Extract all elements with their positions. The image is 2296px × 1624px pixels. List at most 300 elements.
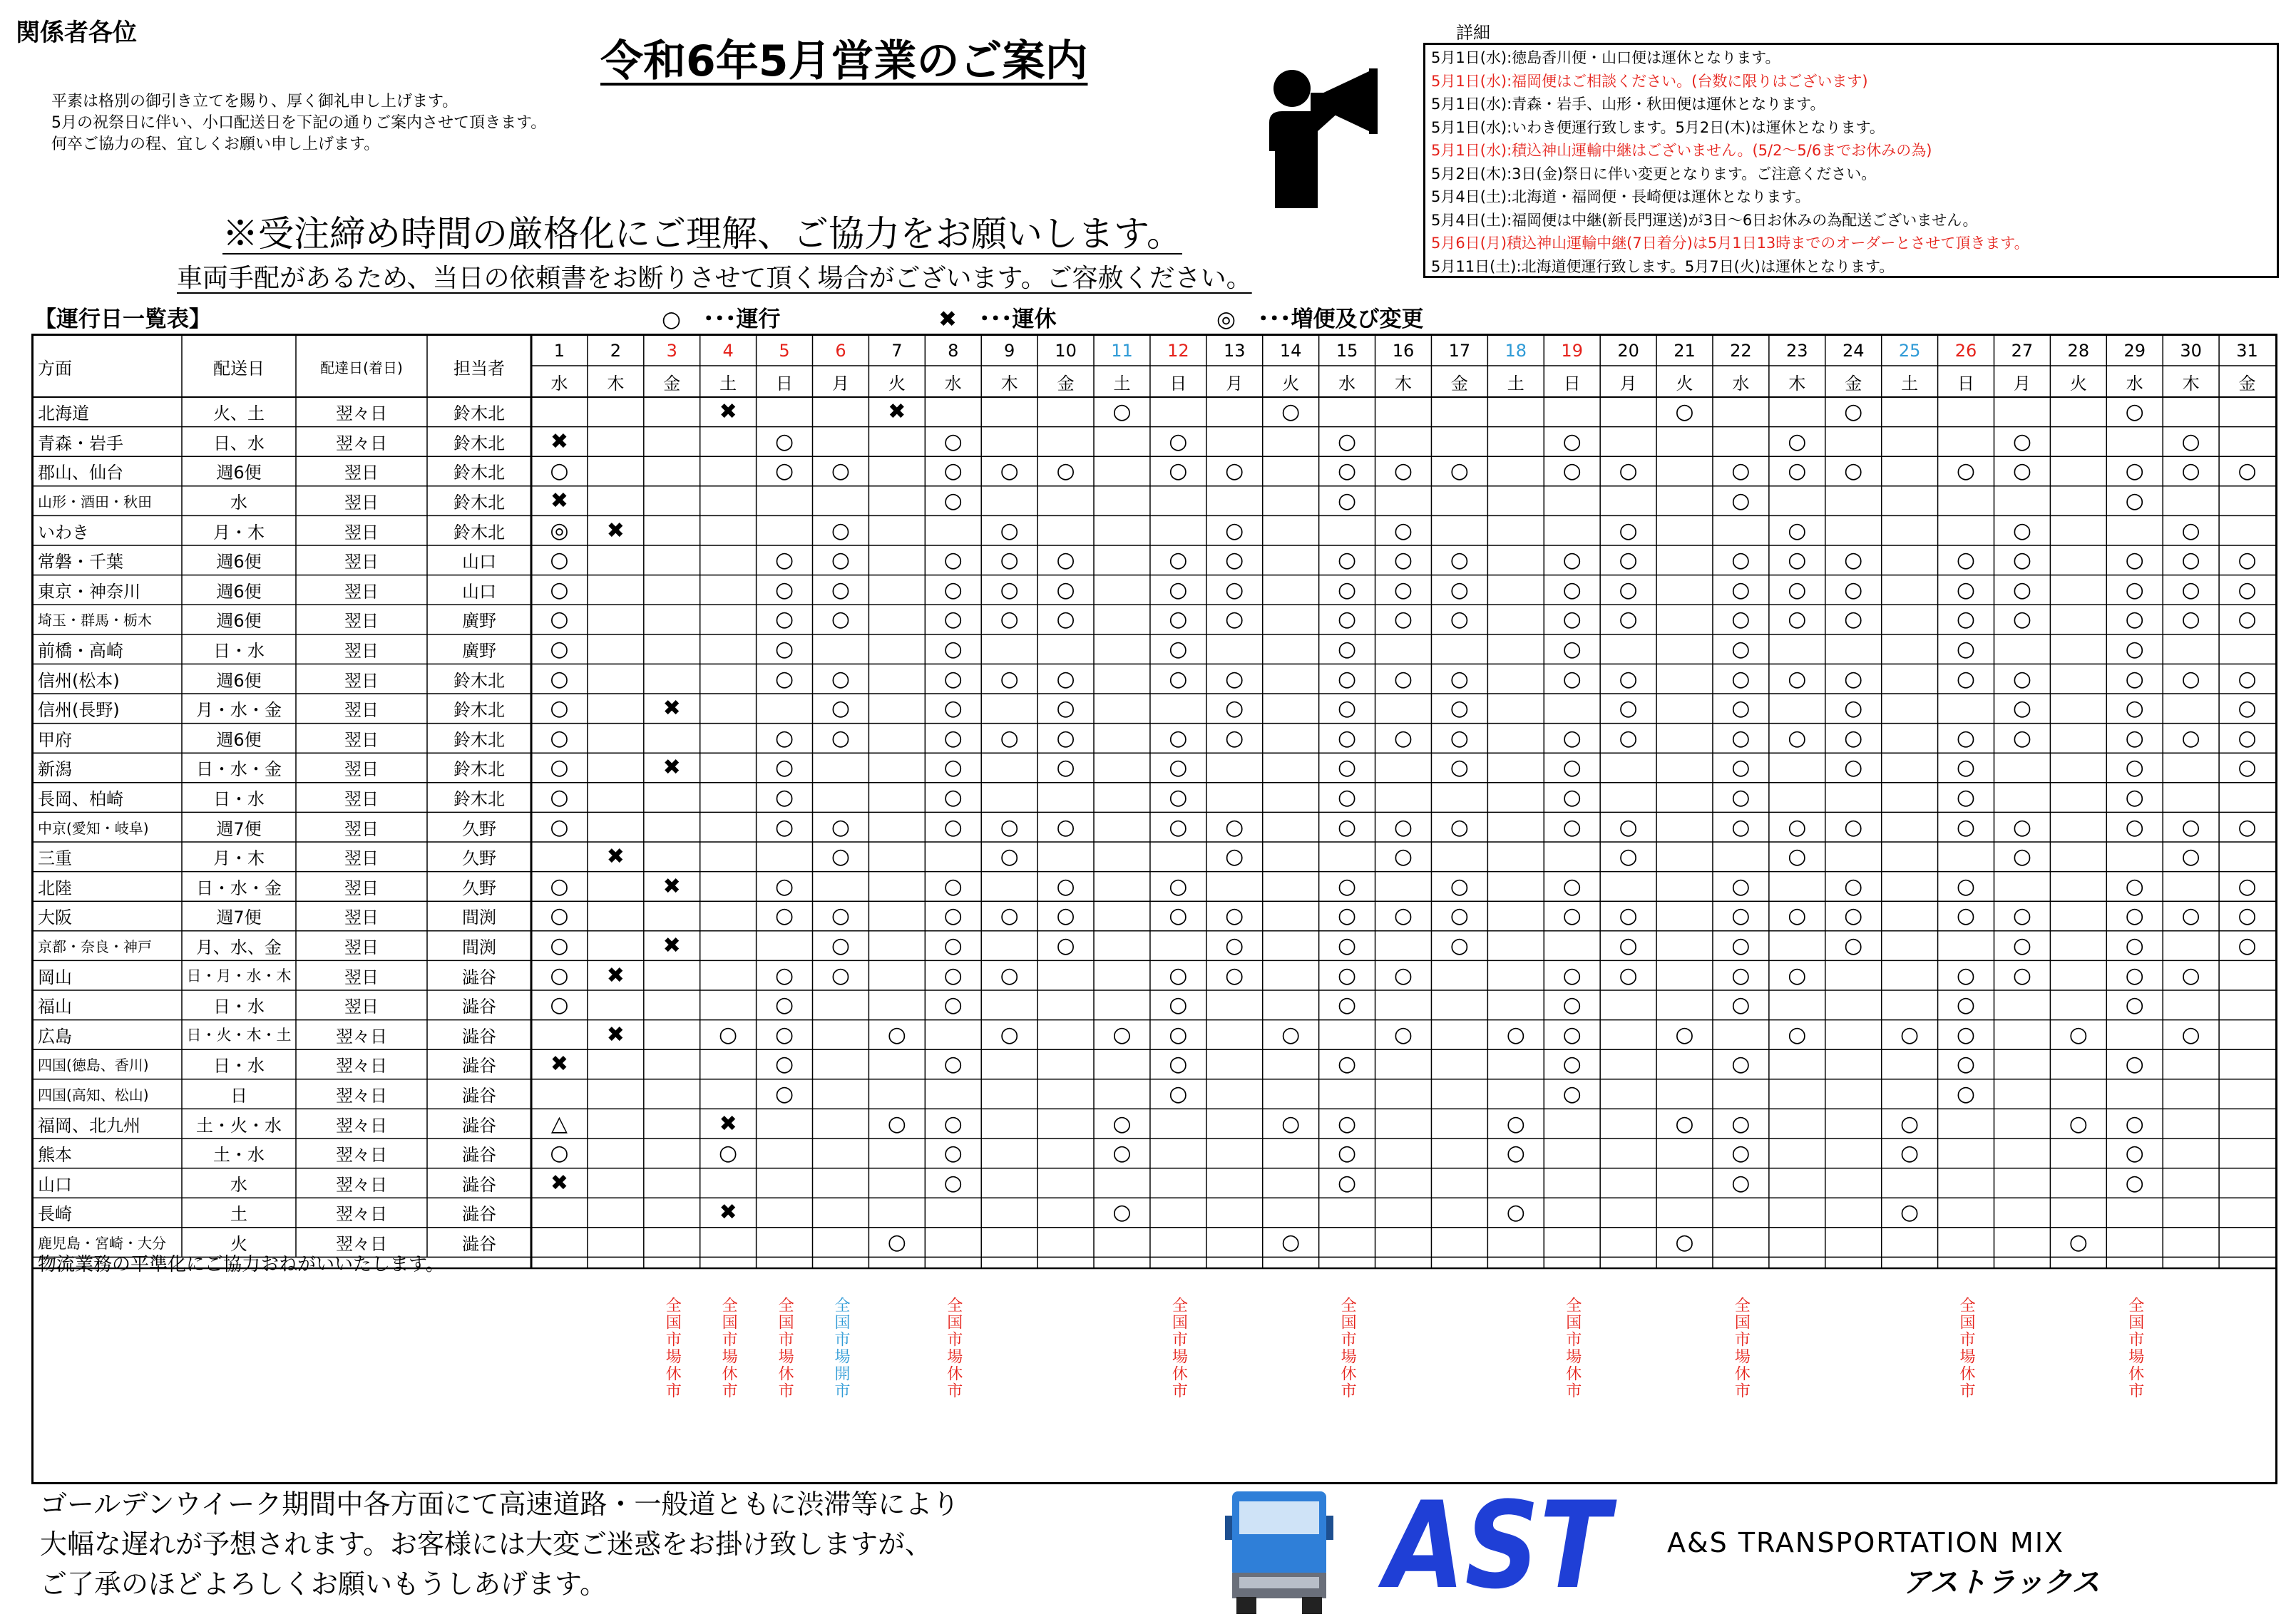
- row-person: 鈴木北: [453, 700, 505, 721]
- header-day-number: 4: [722, 341, 734, 361]
- row-ship-day: 週6便: [216, 581, 262, 602]
- service-run-mark: ○: [1056, 873, 1075, 899]
- header-ship-day: 配送日: [213, 358, 265, 379]
- service-run-mark: ○: [774, 1052, 794, 1077]
- service-run-mark: ○: [1731, 992, 1751, 1018]
- header-day-number: 31: [2236, 341, 2258, 361]
- footer-message: [40, 1484, 959, 1604]
- service-run-mark: ○: [1225, 933, 1244, 959]
- service-run-mark: ○: [1900, 1200, 1920, 1225]
- service-run-mark: ○: [1056, 903, 1075, 929]
- service-run-mark: ○: [1562, 637, 1582, 662]
- service-run-mark: ○: [831, 607, 851, 632]
- service-run-mark: ○: [1562, 1081, 1582, 1107]
- row-person: 澁谷: [462, 967, 496, 987]
- row-arrive-day: 翌日: [344, 641, 379, 662]
- service-run-mark: ○: [1000, 548, 1019, 573]
- service-run-mark: ○: [1112, 1111, 1132, 1136]
- header-weekday: 日: [776, 373, 794, 394]
- service-run-mark: ○: [550, 903, 569, 929]
- service-run-mark: ○: [1337, 992, 1357, 1018]
- service-run-mark: ○: [1562, 755, 1582, 781]
- service-run-mark: ○: [1956, 992, 1976, 1018]
- market-note: 全国市場休市: [1338, 1297, 1357, 1400]
- service-run-mark: ○: [1506, 1200, 1525, 1225]
- service-run-mark: ○: [1056, 696, 1075, 721]
- service-run-mark: ○: [1169, 814, 1188, 840]
- service-run-mark: ○: [2125, 458, 2144, 484]
- service-run-mark: ○: [943, 725, 963, 751]
- row-person: 澁谷: [462, 1026, 496, 1047]
- service-run-mark: ○: [1956, 962, 1976, 988]
- service-run-mark: ○: [1281, 1022, 1301, 1047]
- service-off-mark: ✖: [662, 696, 681, 721]
- table-title: 【運行日一覧表】: [34, 307, 211, 332]
- header-day-number: 3: [666, 341, 677, 361]
- row-ship-day: 日・水: [213, 997, 265, 1017]
- row-person: 鈴木北: [453, 522, 505, 543]
- service-run-mark: ○: [1169, 992, 1188, 1018]
- header-day-number: 2: [610, 341, 621, 361]
- market-note: 全国市場休市: [1169, 1297, 1188, 1400]
- megaphone-person-icon: [1262, 66, 1390, 208]
- service-run-mark: ○: [1393, 725, 1413, 751]
- service-run-mark: ○: [1956, 548, 1976, 573]
- row-area: 福岡、北九州: [38, 1115, 140, 1136]
- service-run-mark: ○: [1562, 903, 1582, 929]
- header-person: 担当者: [453, 358, 505, 379]
- service-run-mark: ○: [2012, 933, 2031, 959]
- row-arrive-day: 翌日: [344, 463, 379, 483]
- service-run-mark: ○: [1956, 755, 1976, 781]
- service-run-mark: ○: [943, 637, 963, 662]
- service-run-mark: ○: [2125, 962, 2144, 988]
- service-run-mark: ○: [1900, 1141, 1920, 1166]
- service-run-mark: ○: [831, 577, 851, 602]
- service-run-mark: ○: [1225, 577, 1244, 602]
- row-arrive-day: 翌日: [344, 789, 379, 810]
- service-run-mark: ○: [1619, 518, 1638, 543]
- row-person: 久野: [462, 818, 496, 839]
- service-run-mark: ○: [1562, 873, 1582, 899]
- service-run-mark: ○: [1000, 725, 1019, 751]
- row-person: 澁谷: [462, 1234, 496, 1255]
- service-run-mark: ○: [943, 488, 963, 514]
- row-person: 鈴木北: [453, 493, 505, 513]
- header-day-number: 14: [1279, 341, 1302, 361]
- service-run-mark: ○: [1337, 488, 1357, 514]
- service-run-mark: ○: [2069, 1230, 2088, 1255]
- service-run-mark: ○: [1337, 637, 1357, 662]
- service-run-mark: ○: [774, 607, 794, 632]
- service-run-mark: ○: [943, 458, 963, 484]
- row-area: 郡山、仙台: [38, 463, 123, 483]
- header-day-number: 13: [1224, 341, 1246, 361]
- detail-line: 5月11日(土):北海道便運行致します。5月7日(火)は運休となります。: [1431, 257, 1895, 275]
- header-day-number: 1: [553, 341, 565, 361]
- service-run-mark: ○: [1956, 1022, 1976, 1047]
- service-run-mark: ○: [1731, 607, 1751, 632]
- row-person: 山口: [462, 581, 496, 602]
- service-off-mark: ✖: [606, 518, 625, 543]
- service-run-mark: ○: [1000, 1022, 1019, 1047]
- row-ship-day: 月・水・金: [196, 700, 282, 721]
- row-arrive-day: 翌日: [344, 818, 379, 839]
- service-run-mark: ○: [1788, 666, 1807, 692]
- service-run-mark: ○: [2125, 696, 2144, 721]
- detail-line: 5月1日(水):徳島香川便・山口便は運休となります。: [1431, 49, 1780, 66]
- header-weekday: 木: [1788, 373, 1806, 394]
- service-run-mark: ○: [2238, 458, 2257, 484]
- service-run-mark: ○: [1788, 844, 1807, 870]
- row-ship-day: 日・水・金: [196, 759, 282, 780]
- service-run-mark: ○: [1562, 577, 1582, 602]
- service-run-mark: ○: [1169, 458, 1188, 484]
- service-run-mark: ○: [1731, 1141, 1751, 1166]
- service-run-mark: ○: [1450, 607, 1469, 632]
- service-run-mark: ○: [1731, 785, 1751, 811]
- header-day-number: 23: [1786, 341, 1808, 361]
- row-person: 鈴木北: [453, 670, 505, 691]
- row-person: 鈴木北: [453, 404, 505, 424]
- service-run-mark: ○: [1956, 458, 1976, 484]
- row-ship-day: 月、水、金: [196, 937, 282, 958]
- header-weekday: 水: [944, 373, 962, 394]
- service-run-mark: ○: [2069, 1111, 2088, 1136]
- service-run-mark: ○: [943, 962, 963, 988]
- service-run-mark: ○: [1169, 637, 1188, 662]
- service-run-mark: ○: [550, 607, 569, 632]
- service-run-mark: ○: [2238, 607, 2257, 632]
- service-run-mark: ○: [1337, 725, 1357, 751]
- service-run-mark: ○: [2012, 962, 2031, 988]
- service-run-mark: ○: [1393, 903, 1413, 929]
- bottom-label: 物流業務の平準化にご協力おねがいいたします。: [38, 1253, 444, 1275]
- service-run-mark: ○: [774, 666, 794, 692]
- service-run-mark: ○: [1225, 518, 1244, 543]
- service-run-mark: ○: [1619, 696, 1638, 721]
- service-run-mark: ○: [1619, 666, 1638, 692]
- service-run-mark: ○: [2181, 577, 2200, 602]
- row-person: 澁谷: [462, 1145, 496, 1166]
- service-run-mark: ○: [774, 785, 794, 811]
- service-run-mark: ○: [943, 577, 963, 602]
- row-person: 澁谷: [462, 1056, 496, 1076]
- service-run-mark: ○: [1844, 607, 1863, 632]
- company-name: A&S TRANSPORTATION MIX: [1667, 1527, 2065, 1558]
- service-run-mark: ○: [2012, 844, 2031, 870]
- row-person: 久野: [462, 878, 496, 898]
- service-run-mark: ○: [1788, 518, 1807, 543]
- service-run-mark: ○: [1450, 696, 1469, 721]
- service-run-mark: ○: [2125, 903, 2144, 929]
- service-run-mark: ○: [943, 933, 963, 959]
- service-run-mark: ○: [1225, 607, 1244, 632]
- service-run-mark: ○: [2181, 725, 2200, 751]
- service-run-mark: ○: [1788, 962, 1807, 988]
- service-off-mark: ✖: [606, 844, 625, 870]
- service-run-mark: ○: [2125, 548, 2144, 573]
- service-run-mark: ○: [1225, 458, 1244, 484]
- service-run-mark: ○: [550, 666, 569, 692]
- service-run-mark: ○: [2125, 1052, 2144, 1077]
- service-run-mark: ○: [1731, 1111, 1751, 1136]
- service-run-mark: ○: [1619, 458, 1638, 484]
- service-off-mark: ✖: [719, 399, 737, 425]
- service-run-mark: ○: [774, 577, 794, 602]
- service-run-mark: ○: [2238, 696, 2257, 721]
- service-run-mark: ○: [1000, 518, 1019, 543]
- row-area: 三重: [38, 848, 72, 869]
- service-run-mark: ○: [1844, 755, 1863, 781]
- service-run-mark: ○: [1000, 962, 1019, 988]
- header-day-number: 7: [891, 341, 903, 361]
- header-weekday: 土: [1901, 373, 1919, 394]
- row-area: 四国(徳島、香川): [38, 1057, 149, 1074]
- row-area: 福山: [38, 997, 72, 1017]
- detail-line: 5月1日(水):いわき便運行致します。5月2日(木)は運休となります。: [1431, 118, 1885, 136]
- service-run-mark: ○: [2125, 992, 2144, 1018]
- header-day-number: 28: [2067, 341, 2090, 361]
- service-run-mark: ○: [1788, 577, 1807, 602]
- row-ship-day: 日、水: [213, 433, 265, 453]
- service-run-mark: ○: [1337, 755, 1357, 781]
- service-run-mark: ○: [1731, 696, 1751, 721]
- service-run-mark: ○: [831, 725, 851, 751]
- header-weekday: 木: [1394, 373, 1412, 394]
- row-area: いわき: [38, 522, 89, 543]
- service-run-mark: ○: [1844, 458, 1863, 484]
- service-run-mark: ○: [774, 1022, 794, 1047]
- service-run-mark: ○: [1281, 399, 1301, 425]
- row-arrive-day: 翌々日: [336, 1056, 387, 1076]
- notice-sub: 車両手配があるため、当日の依頼書をお断りさせて頂く場合がございます。ご容赦ください。: [177, 264, 1252, 293]
- service-run-mark: ○: [1900, 1022, 1920, 1047]
- service-run-mark: ○: [831, 814, 851, 840]
- service-run-mark: ○: [1056, 458, 1075, 484]
- row-area: 熊本: [38, 1145, 72, 1166]
- service-run-mark: ○: [1281, 1111, 1301, 1136]
- service-run-mark: ○: [1337, 1170, 1357, 1196]
- service-run-mark: ○: [1731, 548, 1751, 573]
- service-run-mark: ○: [1506, 1141, 1525, 1166]
- service-run-mark: ○: [1731, 1170, 1751, 1196]
- service-run-mark: ○: [1506, 1111, 1525, 1136]
- service-run-mark: ○: [831, 518, 851, 543]
- service-run-mark: ○: [1225, 548, 1244, 573]
- row-arrive-day: 翌日: [344, 700, 379, 721]
- service-run-mark: ○: [1000, 607, 1019, 632]
- row-person: 鈴木北: [453, 463, 505, 483]
- service-run-mark: ○: [1225, 814, 1244, 840]
- row-arrive-day: 翌々日: [336, 1204, 387, 1225]
- row-arrive-day: 翌日: [344, 759, 379, 780]
- service-run-mark: ○: [1844, 873, 1863, 899]
- row-area: 鹿児島・宮崎・大分: [38, 1235, 166, 1253]
- row-arrive-day: 翌日: [344, 611, 379, 632]
- service-run-mark: ○: [1337, 873, 1357, 899]
- service-run-mark: ○: [1337, 666, 1357, 692]
- service-run-mark: ○: [1225, 666, 1244, 692]
- header-weekday: 火: [1282, 373, 1300, 394]
- row-ship-day: 週6便: [216, 729, 262, 750]
- service-run-mark: ○: [2012, 903, 2031, 929]
- market-note: 全国市場休市: [719, 1297, 738, 1400]
- service-run-mark: ○: [1788, 814, 1807, 840]
- header-weekday: 土: [1507, 373, 1524, 394]
- row-arrive-day: 翌々日: [336, 404, 387, 424]
- service-run-mark: ○: [550, 962, 569, 988]
- row-ship-day: 週7便: [216, 818, 262, 839]
- service-run-mark: ○: [1731, 962, 1751, 988]
- service-run-mark: ○: [1393, 518, 1413, 543]
- service-run-mark: ○: [1169, 548, 1188, 573]
- service-run-mark: ○: [1337, 933, 1357, 959]
- service-run-mark: ○: [2125, 488, 2144, 514]
- row-arrive-day: 翌日: [344, 522, 379, 543]
- service-run-mark: ○: [1619, 844, 1638, 870]
- service-off-mark: ✖: [719, 1200, 737, 1225]
- service-run-mark: ○: [2125, 785, 2144, 811]
- service-run-mark: ○: [1731, 577, 1751, 602]
- service-run-mark: ○: [1619, 548, 1638, 573]
- service-run-mark: ○: [1450, 903, 1469, 929]
- row-person: 久野: [462, 848, 496, 869]
- row-ship-day: 土・火・水: [196, 1115, 282, 1136]
- service-run-mark: ○: [550, 458, 569, 484]
- service-run-mark: ○: [1562, 458, 1582, 484]
- service-run-mark: ○: [550, 637, 569, 662]
- service-run-mark: ○: [1562, 992, 1582, 1018]
- truck-image: [1222, 1487, 1336, 1615]
- row-area: 広島: [38, 1026, 72, 1047]
- service-run-mark: ○: [2125, 933, 2144, 959]
- legend-run: ○ ･･･運行: [662, 307, 781, 332]
- row-arrive-day: 翌々日: [336, 1026, 387, 1047]
- header-day-number: 22: [1730, 341, 1752, 361]
- addressee: 関係者各位: [16, 19, 137, 47]
- notice-main: ※受注締め時間の厳格化にご理解、ご協力をお願いします。: [222, 213, 1182, 255]
- service-run-mark: ○: [1169, 962, 1188, 988]
- service-run-mark: ○: [2125, 666, 2144, 692]
- service-run-mark: ○: [2125, 1111, 2144, 1136]
- service-run-mark: ○: [943, 607, 963, 632]
- service-run-mark: ○: [1562, 607, 1582, 632]
- service-run-mark: ○: [1337, 1052, 1357, 1077]
- service-run-mark: ○: [2012, 428, 2031, 454]
- service-run-mark: ○: [1112, 1200, 1132, 1225]
- service-run-mark: ○: [550, 992, 569, 1018]
- row-person: 山口: [462, 552, 496, 572]
- service-run-mark: ○: [550, 755, 569, 781]
- service-run-mark: ○: [943, 1111, 963, 1136]
- header-weekday: 金: [1845, 373, 1862, 394]
- service-run-mark: ○: [1337, 1111, 1357, 1136]
- greeting-text: [51, 91, 546, 155]
- service-run-mark: ○: [1225, 844, 1244, 870]
- header-day-number: 10: [1055, 341, 1077, 361]
- row-ship-day: 日・火・木・土: [186, 1027, 292, 1044]
- service-run-mark: ○: [1956, 637, 1976, 662]
- detail-line: 5月1日(水):青森・岩手、山形・秋田便は運休となります。: [1431, 96, 1825, 113]
- service-run-mark: ○: [2069, 1022, 2088, 1047]
- row-area: 長岡、柏崎: [38, 789, 123, 810]
- market-note: 全国市場休市: [776, 1297, 794, 1400]
- footer-line: ご了承のほどよろしくお願いもうしあげます。: [40, 1568, 607, 1600]
- service-run-mark: ○: [1731, 755, 1751, 781]
- row-arrive-day: 翌日: [344, 967, 379, 987]
- row-arrive-day: 翌日: [344, 581, 379, 602]
- detail-line: 5月6日(月)積込神山運輸中継(7日着分)は5月1日13時までのオーダーとさせて頂きます。: [1431, 235, 2029, 252]
- company-kana: アストラックス: [1902, 1566, 2101, 1599]
- row-person: 廣野: [462, 641, 496, 662]
- header-day-number: 18: [1505, 341, 1527, 361]
- service-run-mark: ○: [1731, 873, 1751, 899]
- service-run-mark: ○: [774, 725, 794, 751]
- service-run-mark: ○: [831, 458, 851, 484]
- detail-line: 5月1日(水):福岡便はご相談ください。(台数に限りはございます): [1431, 72, 1868, 90]
- row-ship-day: 週6便: [216, 463, 262, 483]
- service-off-mark: ✖: [550, 1170, 569, 1196]
- service-run-mark: ○: [1788, 1022, 1807, 1047]
- service-run-mark: ○: [1393, 548, 1413, 573]
- service-run-mark: ○: [774, 903, 794, 929]
- service-run-mark: ○: [550, 785, 569, 811]
- service-run-mark: ○: [831, 962, 851, 988]
- service-run-mark: ○: [1562, 666, 1582, 692]
- header-weekday: 月: [2013, 373, 2031, 394]
- service-run-mark: ○: [1731, 637, 1751, 662]
- service-run-mark: ○: [1562, 1052, 1582, 1077]
- service-run-mark: ○: [1844, 577, 1863, 602]
- service-run-mark: ○: [1844, 548, 1863, 573]
- service-run-mark: ○: [1562, 785, 1582, 811]
- service-run-mark: ○: [943, 755, 963, 781]
- service-run-mark: ○: [1056, 814, 1075, 840]
- service-run-mark: ○: [943, 428, 963, 454]
- service-run-mark: ○: [943, 992, 963, 1018]
- row-arrive-day: 翌々日: [336, 1145, 387, 1166]
- service-run-mark: ○: [1225, 962, 1244, 988]
- service-run-mark: ○: [1169, 785, 1188, 811]
- row-ship-day: 水: [230, 1174, 247, 1195]
- service-run-mark: ○: [774, 962, 794, 988]
- greeting-line: 平素は格別の御引き立てを賜り、厚く御礼申し上げます。: [51, 93, 458, 111]
- row-arrive-day: 翌日: [344, 493, 379, 513]
- service-run-mark: ○: [1169, 873, 1188, 899]
- service-run-mark: ○: [943, 696, 963, 721]
- legend-extra: ◎ ･･･増便及び変更: [1216, 307, 1424, 332]
- service-run-mark: ○: [1393, 458, 1413, 484]
- service-run-mark: ○: [1844, 814, 1863, 840]
- service-run-mark: ○: [1731, 933, 1751, 959]
- service-run-mark: ○: [550, 933, 569, 959]
- greeting-line: 5月の祝祭日に伴い、小口配送日を下記の通りご案内させて頂きます。: [51, 114, 547, 132]
- header-weekday: 木: [1000, 373, 1018, 394]
- row-arrive-day: 翌日: [344, 878, 379, 898]
- service-run-mark: ○: [1844, 696, 1863, 721]
- service-run-mark: ○: [2181, 458, 2200, 484]
- service-run-mark: ○: [2125, 1170, 2144, 1196]
- service-run-mark: ○: [2125, 725, 2144, 751]
- row-arrive-day: 翌々日: [336, 1234, 387, 1255]
- service-run-mark: ○: [831, 666, 851, 692]
- service-run-mark: ○: [2012, 696, 2031, 721]
- service-run-mark: ○: [887, 1022, 906, 1047]
- row-person: 鈴木北: [453, 729, 505, 750]
- row-arrive-day: 翌日: [344, 937, 379, 958]
- row-ship-day: 日・水・金: [196, 878, 282, 898]
